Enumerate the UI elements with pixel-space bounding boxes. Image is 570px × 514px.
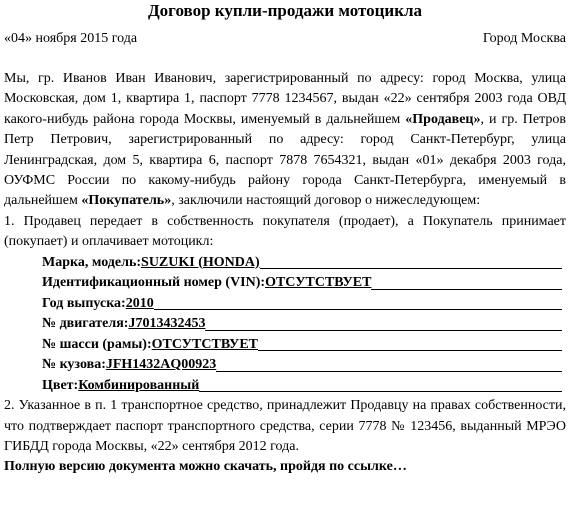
- field-value: ОТСУТСТВУЕТ: [151, 336, 258, 352]
- field-underline: [371, 289, 562, 290]
- document-page: [4, 0, 566, 477]
- field-vin: [42, 273, 562, 294]
- field-value: ОТСУТСТВУЕТ: [265, 275, 372, 291]
- field-engine-number: [42, 314, 562, 335]
- field-make-model: [42, 253, 562, 274]
- intro-text-1: Мы, гр. Иванов Иван Иванович, зарегистрированный по адресу: город Москва, улица Московская, дом 1, квартира 1, паспорт 7778 1234567, выдан «22» сентября 2003 года ОВД какого-нибудь района города Москвы, именуемый в дальнейшем: [4, 71, 566, 127]
- field-label: № двигателя:: [42, 316, 129, 332]
- clause-1: 1. Продавец передает в собственность покупателя (продает), а Покупатель принимает (покупает) и оплачивает мотоцикл:: [4, 213, 566, 250]
- field-value: SUZUKI (HONDA): [141, 254, 260, 270]
- field-underline: [260, 268, 562, 269]
- field-underline: [205, 330, 562, 331]
- download-link[interactable]: Полную версию документа можно скачать, пройдя по ссылке…: [4, 459, 407, 475]
- document-title: Договор купли-продажи мотоцикла: [147, 1, 423, 20]
- clause-2: 2. Указанное в п. 1 транспортное средство, принадлежит Продавцу на правах собственности, что подтверждает паспорт транспортного средства, серии 7778 № 123456, выданный МРЭО ГИБДД города Москвы, «22» сентября 2012 года.: [4, 398, 566, 454]
- field-label: Цвет:: [42, 377, 79, 393]
- field-value: Комбинированный: [78, 377, 200, 393]
- field-chassis-number: [42, 335, 562, 356]
- field-underline: [216, 371, 562, 372]
- field-body-number: [42, 355, 562, 376]
- field-year: [42, 294, 562, 315]
- field-underline: [154, 309, 562, 310]
- field-label: № кузова:: [42, 357, 106, 373]
- field-label: Марка, модель:: [42, 254, 142, 270]
- field-value: JFH1432AQ00923: [105, 357, 217, 373]
- intro-paragraph: [4, 69, 566, 212]
- field-label: № шасси (рамы):: [42, 336, 152, 352]
- field-label: Год выпуска:: [42, 295, 126, 311]
- intro-text-3: , заключили настоящий договор о нижеследующем:: [171, 193, 481, 209]
- field-underline: [199, 391, 562, 392]
- field-label: Идентификационный номер (VIN):: [42, 275, 266, 291]
- buyer-term: «Покупатель»: [81, 193, 172, 209]
- contract-date: «04» ноября 2015 года: [4, 31, 138, 46]
- field-color: [42, 376, 562, 397]
- contract-city: Город Москва: [482, 31, 566, 46]
- field-underline: [258, 350, 562, 351]
- field-value: 2010: [125, 295, 154, 311]
- intro-text-2: , и гр. Петров Петр Петрович, зарегистрированный по адресу: город Санкт-Петербург, улица Ленинградская, дом 5, квартира 6, паспорт 7878 7654321, выдан «01» декабря 2003 года, ОУФМС России по какому-нибудь району города Санкт-Петербурга, именуемый в дальнейшем: [4, 111, 566, 209]
- vehicle-fields: [4, 253, 566, 397]
- field-value: J7013432453: [128, 316, 206, 332]
- seller-term: «Продавец»: [405, 111, 481, 127]
- date-city-row: [4, 29, 566, 49]
